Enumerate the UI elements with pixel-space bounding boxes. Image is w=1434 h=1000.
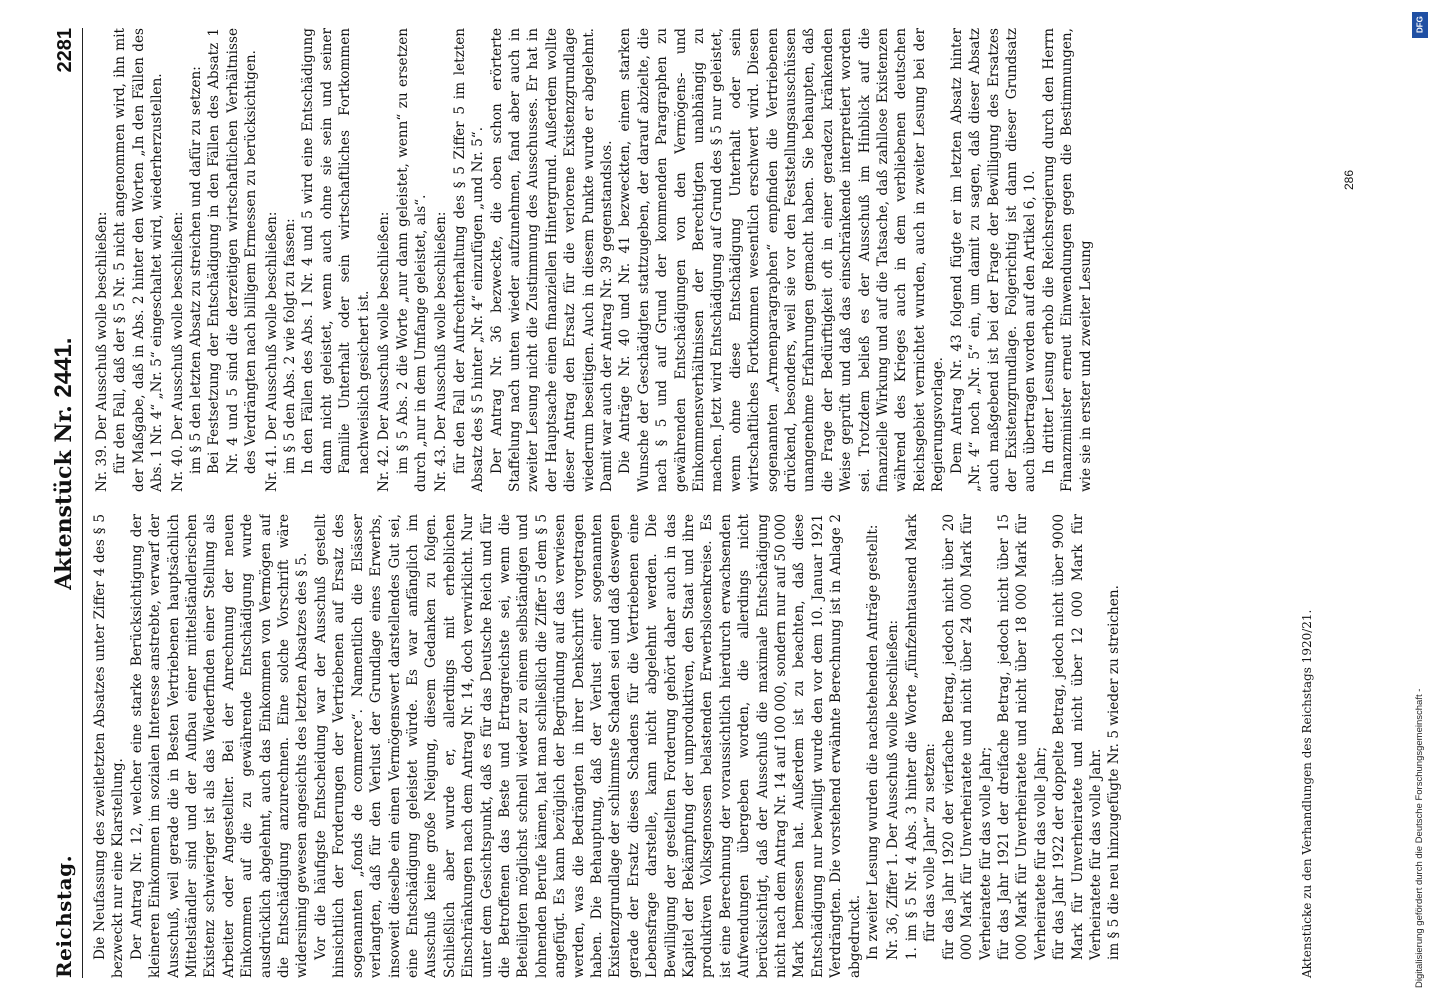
motion-36-heading: Nr. 36, Ziffer 1. Der Ausschuß wolle beschließen: <box>885 619 902 960</box>
motion-36-item-1921: für das Jahr 1921 der dreifache Betrag, jedoch nicht über 15 000 Mark für Unverheiratete und nicht über 18 000 Mark für Verheiratete für das volle Jahr; <box>995 514 1049 960</box>
paragraph: Die Neufassung des zweitletzten Absatzes unter Ziffer 4 des § 5 bezweckt nur eine Klarstellung. <box>92 514 127 978</box>
dfg-logo: DFG <box>1412 12 1428 38</box>
header-left: Reichstag. <box>52 854 76 978</box>
paragraph: Der Antrag Nr. 12, welcher eine starke Berücksichtigung der kleineren Einkommen im sozialen Interesse anstrebte, verwarf der Ausschuß, weil gerade die in Besten Vertriebenen hauptsächlich Mittelständler sind und der Aufbau einer mittelständlerischen Existenz schwieriger ist als das Wiederfinden einer Stellung als Arbeiter oder Angestellter. Bei der Anrechnung der neuen Einkommen auf die zu gewährende Entschädigung wurde ausdrücklich abgelehnt, auch das Einkommen von Vermögen auf die Entschädigung anzurechnen. Eine solche Vorschrift wäre widersinnig gewesen angesichts des letzten Absatzes des § 5. <box>128 514 311 978</box>
side-credit <box>1410 8 1432 992</box>
page-header <box>50 28 83 978</box>
header-center-number: 2441. <box>50 337 77 398</box>
paragraph: Vor die häufigste Entscheidung war der Ausschuß gestellt hinsichtlich der Forderungen der Vertriebenen auf Ersatz des sogenannten „fonds de commerce“. Namentlich die Elsässer verlangten, daß für den Verlust der Grundlage eines Erwerbs, insoweit dieselbe ein einen Vermögenswert darstellendes Gut sei, eine Entschädigung geleistet würde. Es war anfänglich im Ausschuß keine große Neigung, diesem Gedanken zu folgen. Schließlich aber wurde er, allerdings mit erheblichen Einschränkungen nach dem Antrag Nr. 14, doch verwirklicht. Nur unter dem Gesichtspunkt, daß es für das Deutsche Reich und für die Betroffenen das Beste und Ertragreichste sei, wenn die Beteiligten möglichst schnell wieder zu einem selbständigen und lohnenden Berufe kämen, hat man schließlich die Ziffer 5 dem § 5 angefügt. Es kann bezüglich der Begründung auf das verwiesen werden, was die Bedrängten in ihrer Denkschrift vorgetragen haben. Die Behauptung, daß der Verlust einer sogenannten Existenzgrundlage der schlimmste Schaden sei und daß deswegen gerade der Ersatz dieses Schadens für die Vertriebenen eine Lebensfrage darstelle, kann nicht abgelehnt werden. Die Bewilligung der gestellten Forderung gehört daher auch in das Kapitel der Bekämpfung der unproduktiven, den Staat und ihre produktiven Volksgenossen belastenden Erwerbslosenkreise. Es ist eine Berechnung der voraussichtlich hierdurch erwachsenden Aufwendungen übergeben worden, die allerdings nicht berücksichtigt, daß der Ausschuß die maximale Entschädigung nicht nach dem Antrag Nr. 14 auf 100 000, sondern nur auf 50 000 Mark bemessen hat. Außerdem ist zu beachten, daß diese Entschädigung nur bewilligt wurde den vor dem 10. Januar 1921 Verdrängten. Die vorstehend erwähnte Berechnung ist in Anlage 2 abgedruckt. <box>312 514 863 978</box>
header-center <box>50 338 78 590</box>
motion-36-item-1922: für das Jahr 1922 der doppelte Betrag, jedoch nicht über 9000 Mark für Unverheiratete und nicht über 12 000 Mark für Verheiratete für das volle Jahr. <box>1051 514 1104 960</box>
paragraph: Der Antrag Nr. 36 bezweckte, die oben schon erörterte Staffelung nach unten wieder aufzunehmen, fand aber auch in zweiter Lesung nicht die Zustimmung des Ausschusses. Er hat in der Hauptsache einen finanziellen Hintergrund. Außerdem wollte dieser Antrag den Ersatz für die verlorene Existenzgrundlage wiederum beseitigen. Auch in diesem Punkte wurde er abgelehnt. Damit war auch der Antrag Nr. 39 gegenstandslos. <box>488 28 615 492</box>
text-columns <box>91 28 1261 978</box>
motion-40-heading: Nr. 40. Der Ausschuß wolle beschließen: <box>169 211 186 492</box>
motion-39-text: für den Fall, daß der § 5 Nr. 5 nicht angenommen wird, ihn mit der Maßgabe, daß in Abs. 2 hinter den Worten „In den Fällen des Abs. 1 Nr. 4“ „Nr. 5“ eingeschaltet wird, wiederherzustellen. <box>112 28 166 492</box>
header-center-label: Aktenstück Nr. <box>51 405 77 590</box>
paragraph: Die Anträge Nr. 40 und Nr. 41 bezweckten, einem starken Wunsche der Geschädigten stattzugeben, der darauf abzielte, die nach § 5 und auf Grund der kommenden Paragraphen zu gewährenden Entschädigungen von den Vermögens- und Einkommensverhältnissen der Berechtigten unabhängig zu machen. Jetzt wird Entschädigung auf Grund des § 5 nur geleistet, wenn ohne diese Entschädigung Unterhalt oder sein wirtschaftliches Fortkommen wesentlich erschwert wird. Diesen sogenannten „Armenparagraphen“ empfinden die Vertriebenen drückend, besonders, weil sie vor den Feststellungsausschüssen unangenehme Erfahrungen gemacht haben. Sie behaupten, daß die Frage der Bedürftigkeit oft in einer geradezu kränkenden Weise geprüft und daß das einschränkende interpretiert worden sei. Trotzdem beließ es der Ausschuß im Hinblick auf die finanzielle Wirkung und auf die Tatsache, daß zahllose Existenzen während des Krieges auch in dem verbliebenen deutschen Reichsgebiet vernichtet wurden, auch in zweiter Lesung bei der Regierungsvorlage. <box>617 28 947 492</box>
motion-43-heading: Nr. 43. Der Ausschuß wolle beschließen: <box>433 211 450 492</box>
column-left <box>91 514 1261 978</box>
motion-42-heading: Nr. 42. Der Ausschuß wolle beschließen: <box>376 211 393 492</box>
motion-40-text: im § 5 den letzten Absatz zu streichen und dafür zu setzen: <box>188 66 205 474</box>
footer-page-number: 286 <box>1342 170 1356 191</box>
page-number: 2281 <box>54 28 76 73</box>
motion-41-text: im § 5 den Abs. 2 wie folgt zu fassen: <box>282 218 299 474</box>
page-body <box>50 28 1320 978</box>
motion-39-heading: Nr. 39. Der Ausschuß wolle beschließen: <box>94 211 110 492</box>
motion-43-text: für den Fall der Aufrechterhaltung des § 5 Ziffer 5 im letzten Absatz des § 5 hinter „Nr. 4“ einzufügen „und Nr. 5“. <box>451 28 487 492</box>
motion-36-item-2: im § 5 die neu hinzugefügte Nr. 5 wieder zu streichen. <box>1106 585 1123 960</box>
digitization-credit: Digitalisierung gefördert durch die Deutsche Forschungsgemeinschaft - <box>1414 688 1425 988</box>
footer-source: Aktenstücke zu den Verhandlungen des Reichstags 1920/21. <box>1300 609 1314 978</box>
column-right <box>91 28 1261 492</box>
motion-36-item-1920: für das Jahr 1920 der vierfache Betrag, jedoch nicht über 20 000 Mark für Unverheiratete und nicht über 24 000 Mark für Verheiratete für das volle Jahr; <box>940 514 994 960</box>
paragraph-third-reading: In dritter Lesung erhob die Reichsregierung durch den Herrn Finanzminister erneut Einwendungen gegen die Bestimmungen, wie sie in erster und zweiter Lesung <box>1040 28 1094 492</box>
motion-41-heading: Nr. 41. Der Ausschuß wolle beschließen: <box>263 211 280 492</box>
paragraph-second-reading: In zweiter Lesung wurden die nachstehenden Anträge gestellt: <box>865 524 882 960</box>
motion-40-quote: Bei Festsetzung der Entschädigung in den Fällen des Absatz 1 Nr. 4 und 5 sind die derzeitigen wirtschaftlichen Verhältnisse des Verdrängten nach billigem Ermessen zu berücksichtigen. <box>206 28 260 474</box>
motion-42-text: im § 5 Abs. 2 die Worte „nur dann geleistet, wenn“ zu ersetzen durch „nur in dem Umfange geleistet, als“. <box>394 28 429 492</box>
paragraph: Dem Antrag Nr. 43 folgend fügte er im letzten Absatz hinter „Nr. 4“ noch „Nr. 5“ ein, um damit zu sagen, daß dieser Absatz auch maßgebend ist bei der Frage der Bewilligung des Ersatzes der Existenzgrundlage. Folgerichtig ist dann dieser Grundsatz auch übertragen worden auf den Artikel 6, 10. <box>948 28 1039 492</box>
motion-36-item-1: 1. im § 5 Nr. 4 Abs. 3 hinter die Worte „fünfzehntausend Mark für das volle Jahr“ zu setzen: <box>903 514 939 960</box>
motion-41-quote: In den Fällen des Abs. 1 Nr. 4 und 5 wird eine Entschädigung dann nicht geleistet, wenn auch ohne sie sein und seiner Familie Unterhalt oder sein wirtschaftliches Fortkommen nachweislich gesichert ist. <box>300 28 372 474</box>
